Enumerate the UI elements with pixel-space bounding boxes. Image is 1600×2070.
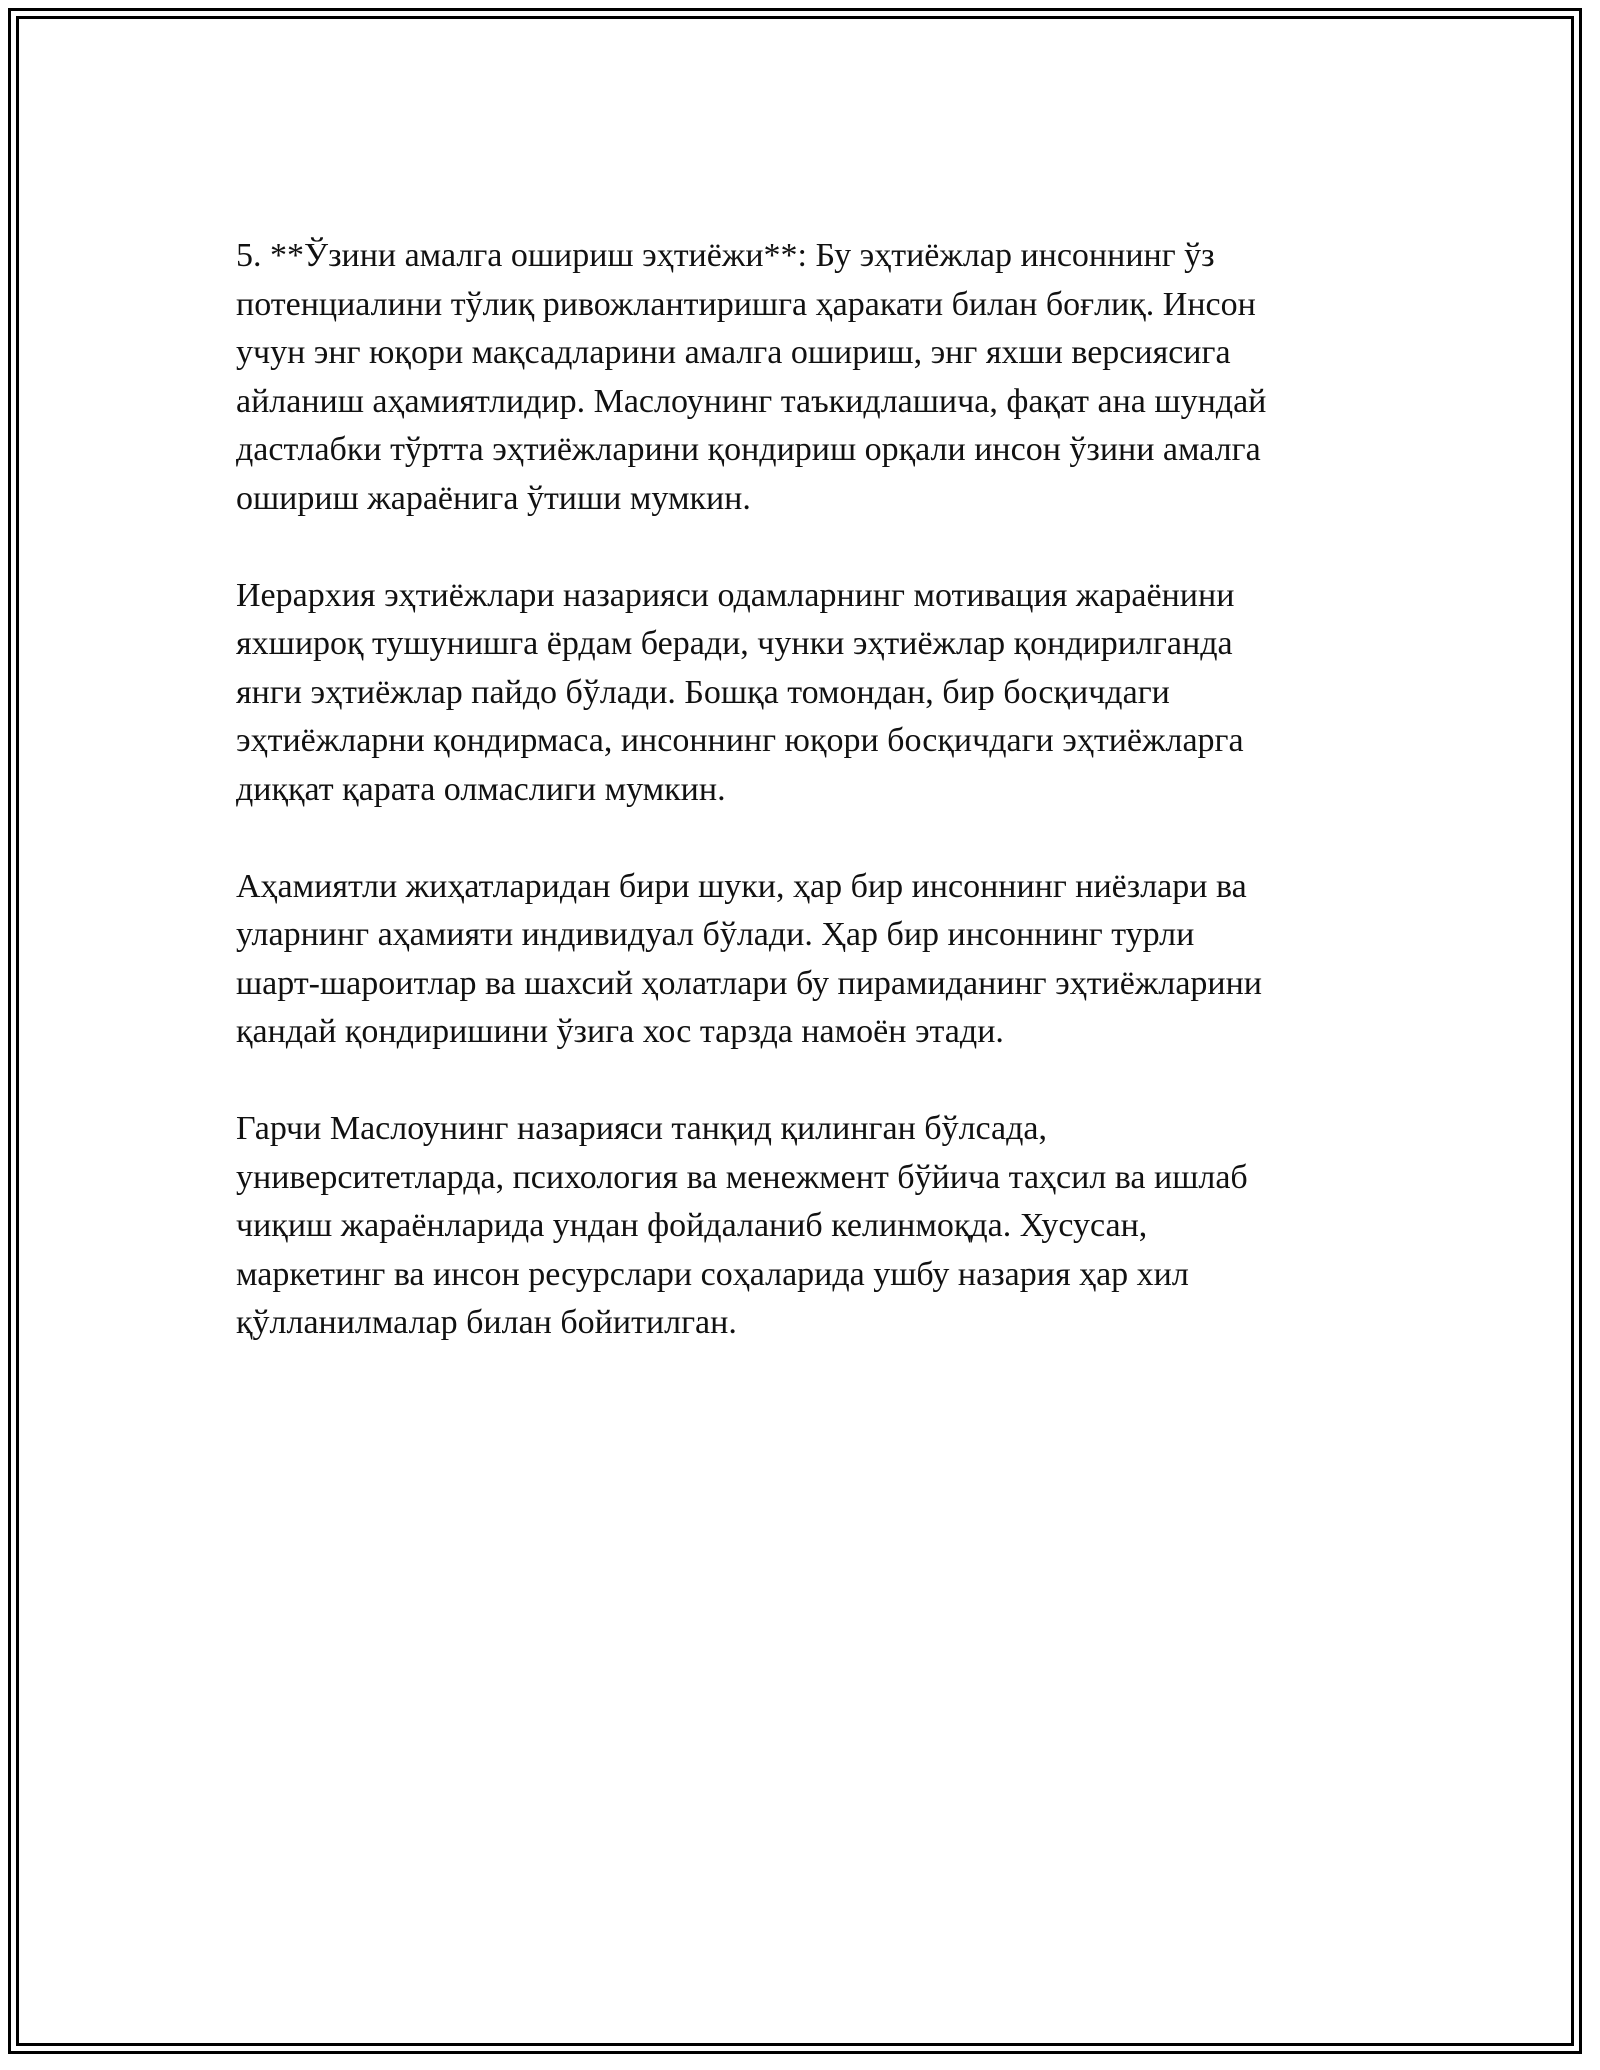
text-line: маркетинг ва инсон ресурслари соҳаларида ушбу назария ҳар хил	[236, 1255, 1189, 1293]
paragraph-self-actualization	[236, 232, 1376, 523]
text-line: диққат қарата олмаслиги мумкин.	[236, 770, 726, 808]
text-line: яхшироқ тушунишга ёрдам беради, чунки эҳтиёжлар қондирилганда	[236, 625, 1233, 662]
text-line: уларнинг аҳамияти индивидуал бўлади. Ҳар бир инсоннинг турли	[236, 916, 1195, 953]
text-line: айланиш аҳамиятлидир. Маслоунинг таъкидлашича, фақат ана шундай	[236, 382, 1267, 420]
text-line: учун энг юқори мақсадларини амалга ошириш, энг яхши версиясига	[236, 334, 1231, 371]
text-line: Аҳамиятли жиҳатларидан бири шуки, ҳар бир инсоннинг ниёзлари ва	[236, 867, 1247, 905]
paragraph-criticism-and-usage	[236, 1105, 1376, 1348]
text-line: Иерархия эҳтиёжлари назарияси одамларнинг мотивация жараёнини	[236, 576, 1235, 614]
text-line: қандай қондиришини ўзига хос тарзда намоён этади.	[236, 1013, 1004, 1050]
text-line: эҳтиёжларни қондирмаса, инсоннинг юқори босқичдаги эҳтиёжларга	[236, 722, 1244, 759]
paragraph-individual-needs	[236, 863, 1376, 1057]
text-line: потенциалини тўлиқ ривожлантиришга ҳаракати билан боғлиқ. Инсон	[236, 285, 1256, 323]
text-line: Гарчи Маслоунинг назарияси танқид қилинган бўлсада,	[236, 1110, 1048, 1147]
text-line: шарт-шароитлар ва шахсий ҳолатлари бу пирамиданинг эҳтиёжларини	[236, 964, 1262, 1002]
text-line: 5. **Ўзини амалга ошириш эҳтиёжи**: Бу эҳтиёжлар инсоннинг ўз	[236, 237, 1215, 274]
text-line: чиқиш жараёнларида ундан фойдаланиб келинмоқда. Хусусан,	[236, 1207, 1148, 1244]
text-line: янги эҳтиёжлар пайдо бўлади. Бошқа томондан, бир босқичдаги	[236, 673, 1170, 711]
text-line: ошириш жараёнига ўтиши мумкин.	[236, 479, 751, 517]
text-line: дастлабки тўртта эҳтиёжларини қондириш орқали инсон ўзини амалга	[236, 431, 1261, 468]
paragraph-hierarchy-theory	[236, 572, 1376, 815]
text-line: қўлланилмалар билан бойитилган.	[236, 1304, 737, 1341]
document-body	[236, 232, 1376, 1396]
text-line: университетларда, психология ва менежмент бўйича таҳсил ва ишлаб	[236, 1158, 1248, 1196]
